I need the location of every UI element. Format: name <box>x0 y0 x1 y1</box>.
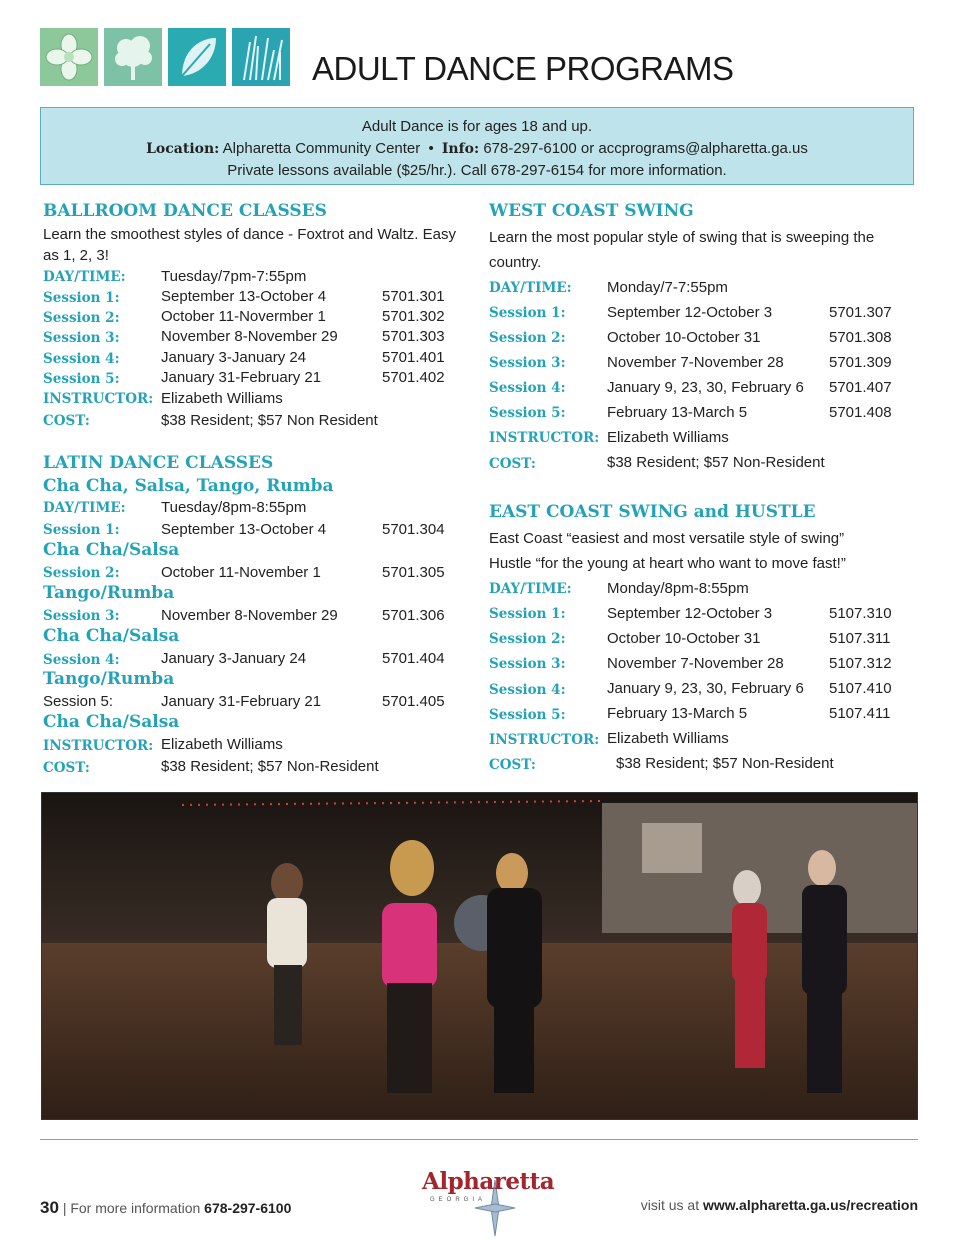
session-code: 5701.404 <box>382 650 445 667</box>
daytime-label: DAY/TIME: <box>489 280 572 296</box>
session-code: 5701.408 <box>829 404 892 421</box>
alpharetta-logo <box>420 1160 555 1240</box>
footer-phone: 678-297-6100 <box>204 1200 292 1216</box>
cost-value: $38 Resident; $57 Non-Resident <box>607 454 825 471</box>
session-label: Session 4: <box>43 652 120 668</box>
daytime-value: Tuesday/8pm-8:55pm <box>161 499 307 516</box>
dance-photo <box>41 792 918 1120</box>
section-description: East Coast “easiest and most versatile style of swing” <box>489 530 845 547</box>
logo-subtext: GEORGIA <box>430 1197 487 1203</box>
footer-right <box>641 1197 918 1213</box>
instructor-value: Elizabeth Williams <box>607 730 729 747</box>
info-value: 678-297-6100 or accprograms@alpharetta.ga.us <box>483 139 808 157</box>
separator: | <box>62 1200 67 1216</box>
session-dates: October 10-October 31 <box>607 329 761 346</box>
cost-label: COST: <box>489 757 536 773</box>
session-label: Session 3: <box>489 355 566 371</box>
cost-label: COST: <box>43 413 90 429</box>
session-dates: October 10-October 31 <box>607 630 761 647</box>
tree-icon <box>104 28 162 86</box>
session-code: 5701.308 <box>829 329 892 346</box>
session-style: Cha Cha/Salsa <box>43 712 180 732</box>
daytime-label: DAY/TIME: <box>489 581 572 597</box>
session-code: 5701.305 <box>382 564 445 581</box>
info-label: Info: <box>441 140 480 157</box>
location-line <box>41 138 913 161</box>
instructor-label: INSTRUCTOR: <box>43 738 154 754</box>
page-title: ADULT DANCE PROGRAMS <box>312 50 734 87</box>
session-dates: November 8-November 29 <box>161 607 338 624</box>
session-dates: September 13-October 4 <box>161 521 327 538</box>
instructor-label: INSTRUCTOR: <box>489 732 600 748</box>
session-label: Session 5: <box>489 707 566 723</box>
cost-value: $38 Resident; $57 Non Resident <box>161 412 378 429</box>
session-code: 5107.411 <box>829 705 891 722</box>
session-dates: January 9, 23, 30, February 6 <box>607 379 804 396</box>
section-description: Learn the smoothest styles of dance - Foxtrot and Waltz. Easy <box>43 226 456 243</box>
session-label: Session 5: <box>489 405 566 421</box>
daytime-value: Monday/8pm-8:55pm <box>607 580 749 597</box>
session-label: Session 4: <box>43 351 120 367</box>
session-code: 5107.312 <box>829 655 892 672</box>
leaf-icon <box>168 28 226 86</box>
session-label: Session 4: <box>489 380 566 396</box>
footer-left <box>40 1198 291 1218</box>
session-style: Cha Cha/Salsa <box>43 540 180 560</box>
footer-divider <box>40 1139 918 1140</box>
session-label: Session 3: <box>489 656 566 672</box>
session-dates: October 11-November 1 <box>161 564 321 581</box>
session-code: 5701.309 <box>829 354 892 371</box>
private-lessons-note: Private lessons available ($25/hr.). Call 678-297-6154 for more information. <box>227 162 727 179</box>
age-note: Adult Dance is for ages 18 and up. <box>361 118 593 135</box>
website-link[interactable]: www.alpharetta.ga.us/recreation <box>703 1197 918 1213</box>
session-code: 5701.304 <box>382 521 445 538</box>
section-title: WEST COAST SWING <box>489 201 694 221</box>
instructor-label: INSTRUCTOR: <box>43 391 154 407</box>
location-value: Alpharetta Community Center <box>222 139 421 157</box>
session-label: Session 1: <box>43 522 120 538</box>
cost-label: COST: <box>43 760 90 776</box>
session-code: 5701.407 <box>829 379 892 396</box>
session-dates: January 3-January 24 <box>161 349 307 366</box>
session-code: 5107.311 <box>829 630 891 647</box>
session-code: 5701.307 <box>829 304 892 321</box>
section-title: EAST COAST SWING and HUSTLE <box>489 502 816 522</box>
visit-text: visit us at <box>640 1197 700 1213</box>
more-info-text: For more information <box>70 1200 201 1216</box>
session-label: Session 3: <box>43 330 120 346</box>
session-label: Session 4: <box>489 682 566 698</box>
session-dates: February 13-March 5 <box>607 404 748 421</box>
instructor-value: Elizabeth Williams <box>161 736 283 753</box>
flower-icon <box>40 28 98 86</box>
session-label: Session 5: <box>43 693 114 710</box>
session-label: Session 2: <box>43 565 120 581</box>
cost-label: COST: <box>489 456 536 472</box>
session-label: Session 5: <box>43 371 120 387</box>
session-code: 5701.303 <box>382 328 445 345</box>
session-dates: November 8-November 29 <box>161 328 338 345</box>
instructor-label: INSTRUCTOR: <box>489 430 600 446</box>
session-style: Cha Cha/Salsa <box>43 626 180 646</box>
session-label: Session 1: <box>489 606 566 622</box>
session-dates: September 13-October 4 <box>161 288 327 305</box>
bullet: • <box>428 139 434 157</box>
daytime-label: DAY/TIME: <box>43 269 126 285</box>
session-dates: February 13-March 5 <box>607 705 748 722</box>
page-number: 30 <box>40 1198 59 1217</box>
section-title: BALLROOM DANCE CLASSES <box>43 201 327 221</box>
info-box <box>40 107 914 185</box>
header-icons <box>40 28 290 86</box>
cost-value: $38 Resident; $57 Non-Resident <box>616 755 834 772</box>
session-style: Tango/Rumba <box>43 669 175 689</box>
session-dates: October 11-Novermber 1 <box>161 308 326 325</box>
session-code: 5701.405 <box>382 693 445 710</box>
section-description: as 1, 2, 3! <box>43 247 109 264</box>
section-description: Learn the most popular style of swing that is sweeping the <box>489 229 875 246</box>
session-code: 5701.402 <box>382 369 445 386</box>
session-code: 5701.401 <box>382 349 445 366</box>
session-label: Session 2: <box>489 631 566 647</box>
instructor-value: Elizabeth Williams <box>161 390 283 407</box>
location-label: Location: <box>146 140 220 157</box>
section-description: country. <box>489 254 542 271</box>
logo-text: Alpharetta <box>422 1168 555 1195</box>
daytime-value: Tuesday/7pm-7:55pm <box>161 268 307 285</box>
section-subtitle: Cha Cha, Salsa, Tango, Rumba <box>43 476 334 496</box>
session-dates: January 31-February 21 <box>161 369 322 386</box>
grass-icon <box>232 28 290 86</box>
session-label: Session 2: <box>43 310 120 326</box>
session-dates: September 12-October 3 <box>607 605 773 622</box>
section-description: Hustle “for the young at heart who want to move fast!” <box>489 555 846 572</box>
session-code: 5701.302 <box>382 308 445 325</box>
daytime-value: Monday/7-7:55pm <box>607 279 728 296</box>
session-code: 5107.410 <box>829 680 892 697</box>
session-code: 5107.310 <box>829 605 892 622</box>
session-dates: September 12-October 3 <box>607 304 773 321</box>
session-label: Session 3: <box>43 608 120 624</box>
session-label: Session 1: <box>489 305 566 321</box>
session-code: 5701.306 <box>382 607 445 624</box>
session-dates: January 31-February 21 <box>161 693 322 710</box>
instructor-value: Elizabeth Williams <box>607 429 729 446</box>
cost-value: $38 Resident; $57 Non-Resident <box>161 758 379 775</box>
session-code: 5701.301 <box>382 288 445 305</box>
session-dates: November 7-November 28 <box>607 354 784 371</box>
daytime-label: DAY/TIME: <box>43 500 126 516</box>
session-dates: January 9, 23, 30, February 6 <box>607 680 804 697</box>
session-dates: November 7-November 28 <box>607 655 784 672</box>
section-title: LATIN DANCE CLASSES <box>43 453 274 473</box>
session-label: Session 2: <box>489 330 566 346</box>
session-style: Tango/Rumba <box>43 583 175 603</box>
session-dates: January 3-January 24 <box>161 650 307 667</box>
session-label: Session 1: <box>43 290 120 306</box>
